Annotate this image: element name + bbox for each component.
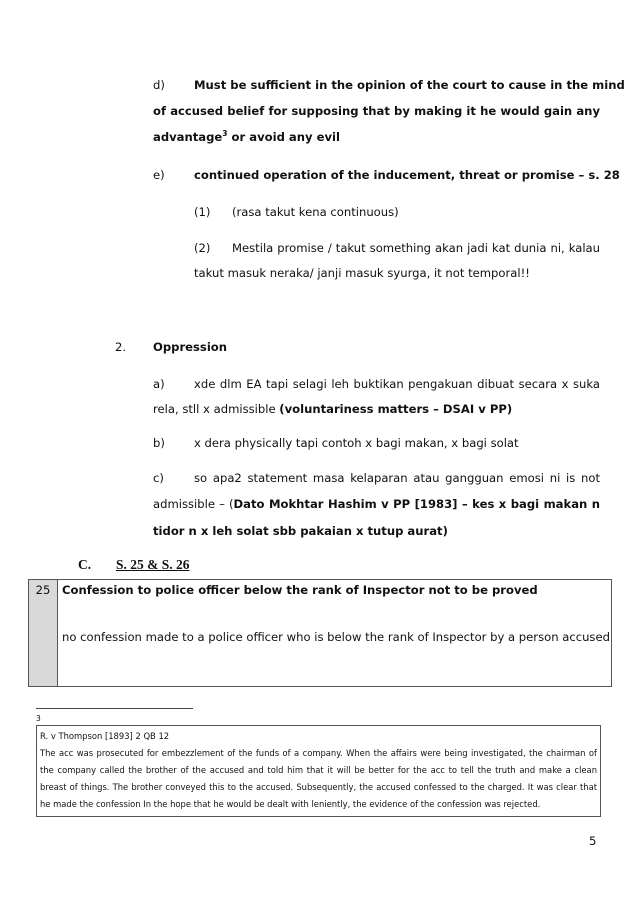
item-e-sub2-line1: Mestila promise / takut something akan jadi kat dunia ni, kalau [232,241,600,255]
item-e-sub2-label: (2) [194,241,211,255]
oppression-c-case: Dato Mokhtar Hashim v PP [1983] – kes x bagi makan n [233,497,600,511]
oppression-a-case: (voluntariness matters – DSAI v PP) [279,402,513,416]
item-e-label: e) [153,168,165,182]
section-number: 25 [35,583,51,597]
section-number-cell [29,580,58,687]
section-heading-cell [58,580,612,609]
oppression-c-line1: so apa2 statement masa kelaparan atau gangguan emosi ni is not [194,471,600,485]
item-d-line3-tail: or avoid any evil [227,130,340,144]
footnote-marker: 3 [36,714,41,723]
item-d-line3 [153,130,340,144]
section-body-cell [58,608,612,687]
footnote-separator [36,708,193,709]
oppression-c-line2 [153,497,600,511]
footnote-reference: 3 [222,129,228,139]
oppression-a-label: a) [153,377,165,391]
footnote-citation: R. v Thompson [1893] 2 QB 12 [40,731,170,741]
table-row [29,580,612,609]
item-e-sub1-label: (1) [194,205,211,219]
page-number: 5 [589,834,597,848]
section-c-letter: C. [78,557,92,572]
item-d-line2: of accused belief for supposing that by making it he would gain any [153,104,600,118]
oppression-c-line2-text: admissible – ( [153,497,234,511]
item-e-sub2-line2: takut masuk neraka/ janji masuk syurga, it not temporal!! [194,266,530,280]
section-heading: Confession to police officer below the rank of Inspector not to be proved [62,583,538,597]
item-d-line1: Must be sufficient in the opinion of the court to cause in the mind [194,78,625,92]
item-d-label: d) [153,78,165,92]
oppression-number: 2. [115,340,127,354]
oppression-b-label: b) [153,436,165,450]
section-25-table [28,579,612,687]
oppression-c-line3: tidor n x leh solat sbb pakaian x tutup aurat) [153,524,448,538]
footnote-text: The acc was prosecuted for embezzlement of the funds of a company. When the affairs were being investigated, the chairman of the company called the brother of the accused and told him that it will be better for the acc to tell the truth and make a clean breast of things. The brother conveyed this to the accused. Subsequently, the accused confessed to the charged. It was clear that he made the confession In the hope that he would be dealt with leniently, the evidence of the confession was rejected. [40,748,597,809]
oppression-c-label: c) [153,471,164,485]
oppression-a-line2-text: rela, stll x admissible [153,402,280,416]
oppression-a-line2 [153,402,512,416]
footnote-box [36,725,601,817]
oppression-a-line1: xde dlm EA tapi selagi leh buktikan pengakuan dibuat secara x suka [194,377,600,391]
item-e-sub1-text: (rasa takut kena continuous) [232,205,399,219]
item-e-text: continued operation of the inducement, threat or promise – s. 28 [194,168,620,182]
section-c-title-text: S. 25 & S. 26 [116,557,190,572]
section-body: no confession made to a police officer who is below the rank of Inspector by a person accused [62,630,610,644]
item-d-line3-text: advantage [153,130,223,144]
oppression-b-text: x dera physically tapi contoh x bagi makan, x bagi solat [194,436,519,450]
table-row [29,608,612,687]
oppression-title: Oppression [153,340,228,354]
section-c-title [116,557,190,573]
